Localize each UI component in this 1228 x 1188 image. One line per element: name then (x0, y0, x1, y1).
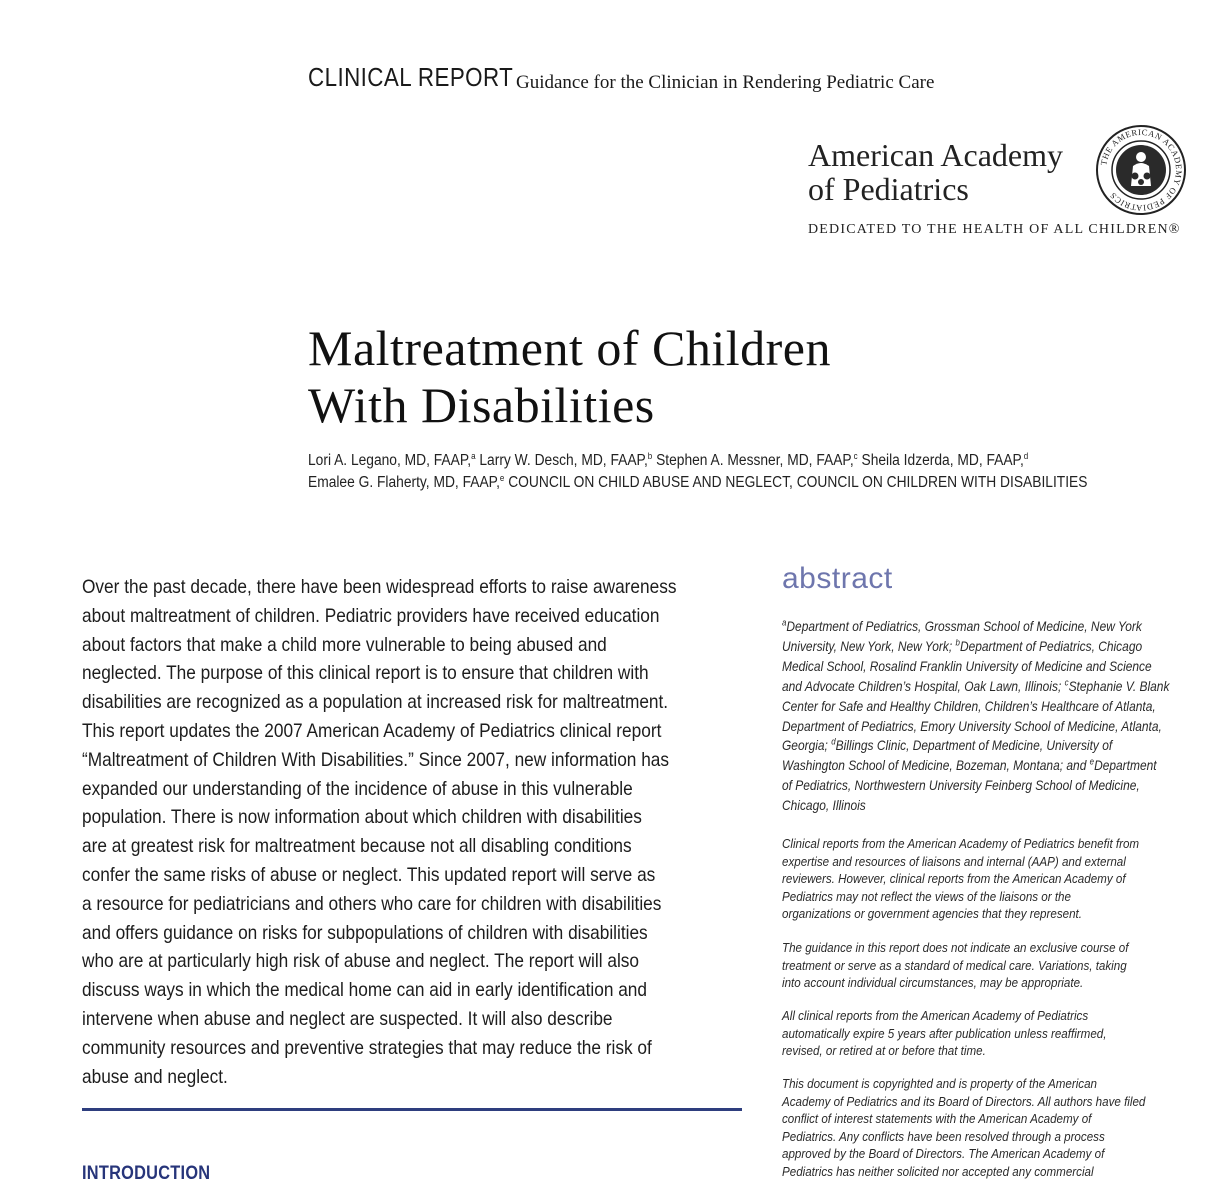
affiliation-line: and Advocate Children’s Hospital, Oak Lawn, Illinois; $^c$Stephanie V. Blank (782, 677, 1170, 694)
liaison-disclaimer: Clinical reports from the American Academy of Pediatrics benefit from expertise and resources of liaisons and internal (AAP) and external reviewers. However, clinical reports from the American Academy of Pediatrics may not reflect the views of the liaisons or the organizations or government agencies that they represent. (782, 836, 1140, 922)
author-groups: COUNCIL ON CHILD ABUSE AND NEGLECT, COUNCIL ON CHILDREN WITH DISABILITIES (504, 474, 1088, 491)
author-affiliation-mark: d (1023, 450, 1029, 461)
abstract-line: This report updates the 2007 American Academy of Pediatrics clinical report (82, 719, 662, 742)
section-divider (82, 1108, 742, 1111)
affiliation-line: Center for Safe and Healthy Children, Children’s Healthcare of Atlanta, (782, 698, 1156, 714)
abstract-line: are at greatest risk for maltreatment because not all disabling conditions (82, 835, 632, 858)
author-affiliation-mark: b (647, 450, 653, 461)
abstract-line: expanded our understanding of the incidence of abuse in this vulnerable (82, 777, 633, 800)
author-list (308, 450, 1168, 494)
organization-name (808, 138, 1063, 206)
abstract-line: intervene when abuse and neglect are suspected. It will also describe (82, 1007, 613, 1030)
abstract-line: about factors that make a child more vulnerable to being abused and (82, 633, 607, 656)
abstract-line: discuss ways in which the medical home can aid in early identification and (82, 979, 648, 1002)
abstract-heading: abstract (782, 562, 893, 595)
abstract-line: confer the same risks of abuse or neglect. This updated report will serve as (82, 863, 656, 886)
author-line (308, 450, 1073, 472)
abstract-line: who are at particularly high risk of abuse and neglect. The report will also (82, 950, 640, 973)
author-line (308, 472, 1088, 494)
abstract-line: and offers guidance on risks for subpopulations of children with disabilities (82, 921, 648, 944)
organization-tagline: DEDICATED TO THE HEALTH OF ALL CHILDREN® (808, 222, 1181, 237)
article-title-line1: Maltreatment of Children (308, 320, 831, 376)
report-type-label: CLINICAL REPORT (308, 62, 514, 92)
abstract-line: a resource for pediatricians and others who care for children with disabilities (82, 892, 662, 915)
article-title (308, 320, 831, 434)
affiliation-line: Georgia; $^d$Billings Clinic, Department of Medicine, University of (782, 736, 1113, 754)
abstract-line: Over the past decade, there have been widespread efforts to raise awareness (82, 576, 677, 598)
author-name: Lori A. Legano, MD, FAAP, (308, 452, 472, 469)
expiration-notice: All clinical reports from the American Academy of Pediatrics automatically expire 5 years after publication unless reaffirmed, revised, or retired at or before that time. (782, 1008, 1107, 1059)
introduction-heading: INTRODUCTION (82, 1163, 211, 1184)
author-name: Stephen A. Messner, MD, FAAP, (652, 452, 854, 469)
article-title-line2: With Disabilities (308, 377, 655, 433)
abstract-line: about maltreatment of children. Pediatric providers have received education (82, 604, 660, 627)
abstract-line: disabilities are recognized as a population at increased risk for maltreatment. (82, 691, 669, 714)
report-header (308, 62, 935, 93)
author-affiliation-mark: c (853, 450, 858, 461)
affiliation-line: Washington School of Medicine, Bozeman, Montana; and $^e$Department (782, 756, 1157, 774)
affiliation-line: of Pediatrics, Northwestern University Feinberg School of Medicine, (782, 778, 1140, 794)
abstract-line: population. There is now information about which children with disabilities (82, 806, 642, 829)
author-name: Larry W. Desch, MD, FAAP, (475, 452, 648, 469)
author-affiliation-mark: a (471, 450, 476, 461)
abstract-line: community resources and preventive strategies that may reduce the risk of (82, 1036, 652, 1059)
copyright-notice: This document is copyrighted and is property of the American Academy of Pediatrics and its Board of Directors. All authors have filed conflict of interest statements with the American Academy of Pediatrics. Any conflicts have been resolved through a process approved by the Board of Directors. The American Academy of Pediatrics has neither solicited nor accepted any commercial (782, 1076, 1146, 1179)
abstract-line: “Maltreatment of Children With Disabilities.” Since 2007, new information has (82, 748, 670, 771)
affiliation-line: Department of Pediatrics, Emory University School of Medicine, Atlanta, (782, 718, 1162, 734)
report-type-subtitle: Guidance for the Clinician in Rendering Pediatric Care (516, 72, 935, 93)
affiliation-line: $^a$Department of Pediatrics, Grossman School of Medicine, New York (782, 617, 1142, 634)
affiliations (782, 617, 1212, 816)
seal-text: THE AMERICAN ACADEMY OF PEDIATRICS (1098, 126, 1185, 214)
author-name: Sheila Idzerda, MD, FAAP, (857, 452, 1024, 469)
abstract-line: neglected. The purpose of this clinical report is to ensure that children with (82, 662, 649, 685)
organization-name-line2: of Pediatrics (808, 171, 969, 207)
affiliation-line: Chicago, Illinois (782, 798, 866, 814)
author-affiliation-mark: e (499, 472, 505, 483)
author-name: Emalee G. Flaherty, MD, FAAP, (308, 474, 500, 491)
guidance-disclaimer: The guidance in this report does not indicate an exclusive course of treatment or serve as a standard of medical care. Variations, taking into account individual circumstances, may be appropriate. (782, 940, 1129, 991)
organization-name-line1: American Academy (808, 137, 1063, 173)
affiliation-line: University, New York, New York; $^b$Department of Pediatrics, Chicago (782, 637, 1143, 654)
aap-seal-icon (1095, 124, 1187, 216)
abstract-text (82, 573, 782, 1091)
affiliation-line: Medical School, Rosalind Franklin University of Medicine and Science (782, 658, 1152, 674)
abstract-line: abuse and neglect. (82, 1065, 228, 1088)
